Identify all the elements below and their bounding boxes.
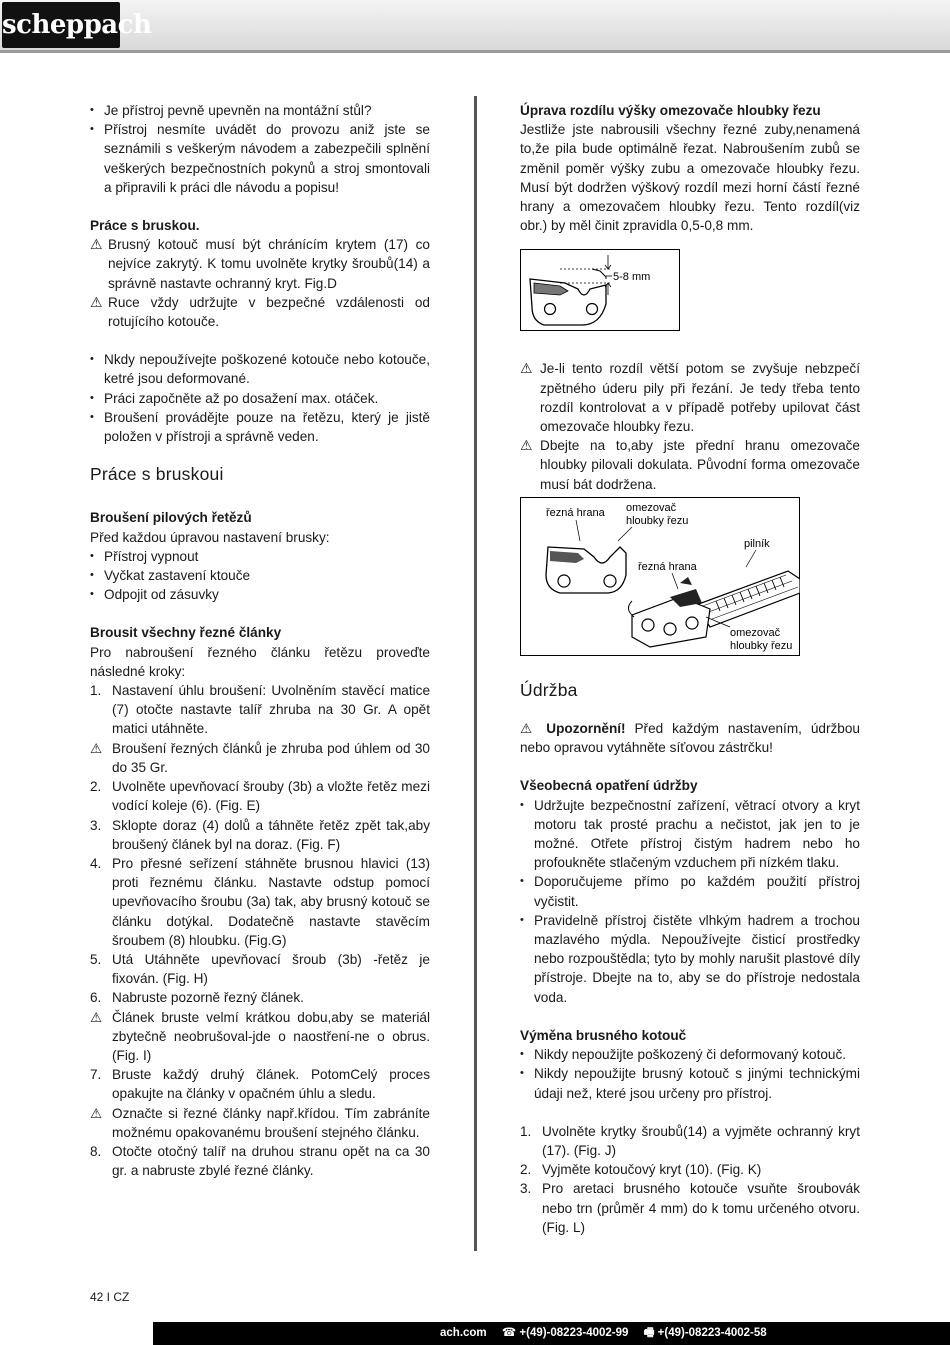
brousit-heading: Brousit všechny řezné články <box>90 625 282 641</box>
list-item: • Přístroj nesmíte uvádět do provozu aniž jste se seznámili s veškerým návodem a zabezpečili splnění veškerých bezpečnostních pokynů a stroj smontovali a připravili k práci dle návodu a popisu! <box>90 120 430 197</box>
list-item: • Přístroj vypnout <box>90 547 430 566</box>
label-omezovac: omezovač <box>626 501 677 514</box>
list-item: • Odpojit od zásuvky <box>90 585 430 604</box>
filing-figure <box>520 497 860 657</box>
warning-icon: ⚠ <box>520 721 547 737</box>
brouseni-bullets <box>90 547 430 605</box>
step-item: ⚠ Broušení řezných článků je zhruba pod úhlem od 30 do 35 Gr. <box>90 740 430 775</box>
list-item: • Nikdy nepoužijte brusný kotouč s jinými technickými údaji než, které jsou určeny pro přístroj. <box>520 1064 860 1102</box>
prace-heading: Práce s bruskou. <box>90 218 200 234</box>
opatreni-bullets <box>520 796 860 1007</box>
uprava-heading: Úprava rozdílu výšky omezovače hloubky řezu <box>520 103 821 118</box>
intro-bullets <box>90 101 430 197</box>
warning-icon: ⚠ <box>90 293 103 310</box>
vymena-heading: Výměna brusného kotouč <box>520 1027 687 1043</box>
footer-contact <box>440 1322 779 1345</box>
brouseni-heading: Broušení pilových řetězů <box>90 510 252 526</box>
step-item: 2. Uvolněte upevňovací šrouby (3b) a vložte řetěz mezi vodící koleje (6). (Fig. E) <box>90 779 430 814</box>
step-item: 6. Nabruste pozorně řezný článek. <box>90 990 304 1006</box>
step-item: 2. Vyjměte kotoučový kryt (10). (Fig. K) <box>520 1162 762 1178</box>
warning-icon: ⚠ <box>90 1105 103 1121</box>
step-item: 5. Utá Utáhněte upevňovací šroub (3b) -řetěz je fixován. (Fig. H) <box>90 951 430 987</box>
udrzba-title: Údržba <box>520 679 578 700</box>
opatreni-heading: Všeobecná opatření údržby <box>520 778 698 794</box>
label-omezovac: omezovač <box>730 626 781 639</box>
section-title: Práce s bruskoui <box>90 464 224 485</box>
step-item: ⚠ Článek bruste velmí krátkou dobu,aby se materiál zbytečně neobrušoval-jde o naostření-ne o obrus. (Fig. I) <box>90 1009 430 1063</box>
label-omezovac: hloubky řezu <box>626 514 689 527</box>
warning-text: Brusný kotouč musí být chránícím krytem (17) co nejvíce zakrytý. K tomu uvolněte krytky šroubů(14) a správně nastavte ochranný kryt. Fig.D <box>108 237 430 291</box>
step-item: 3. Sklopte doraz (4) dolů a táhněte řetěz zpět tak,aby broušený článek byl na doraz. (Fig. F) <box>90 817 430 852</box>
safety-bullets <box>90 350 430 446</box>
list-item: • Nikdy nepoužijte poškozený či deformovaný kotouč. <box>520 1045 860 1064</box>
depth-gauge-figure <box>520 249 860 331</box>
warning-item <box>520 436 860 494</box>
upozorneni-text: Před každým nastavením, údržbou nebo opravou vytáhněte síťovou zástrčku! <box>520 721 860 756</box>
list-item: • Broušení provádějte pouze na řetězu, který je jistě položen v přístroji a správně veden. <box>90 408 430 446</box>
warning-icon: ⚠ <box>90 740 103 756</box>
list-item: • Práci započněte až po dosažení max. otáček. <box>90 389 430 408</box>
list-item: • Nkdy nepoužívejte poškozené kotouče nebo kotouče, ketré jsou deformované. <box>90 350 430 388</box>
footer-white-block <box>0 1322 153 1345</box>
brousit-intro: Pro nabroušení řezného článku řetězu proveďte následné kroky: <box>90 644 430 679</box>
chain-tooth-drawing <box>520 249 680 331</box>
warning-item <box>90 293 430 331</box>
header-divider <box>0 50 950 53</box>
warning-icon: ⚠ <box>520 360 533 377</box>
left-column <box>90 101 430 1180</box>
step-item: 8. Otočte otočný talíř na druhou stranu opět na ca 30 gr. a nabruste zbylé řezné články. <box>90 1143 430 1179</box>
warning-text: Ruce vždy udržujte v bezpečné vzdálenosti od rotujícího kotouče. <box>108 294 430 330</box>
depth-label: 5-8 mm <box>613 271 651 284</box>
label-rezna-hrana: řezná hrana <box>546 506 605 519</box>
vymena-bullets <box>520 1045 860 1103</box>
label-omezovac: hloubky řezu <box>730 639 793 652</box>
list-item: • Pravidelně přístroj čistěte vlhkým hadrem a trochou mazlavého mýdla. Nepoužívejte čisticí prostředky nebo rozpouštědla; tyto by mohly narušit plastové díly přístroje. Dbejte na to, aby se do přístroje nedostala voda. <box>520 911 860 1007</box>
step-item: ⚠ Označte si řezné články např.křídou. Tím zabráníte možnému opakovanému broušení stejného článku. <box>90 1105 430 1140</box>
warning-icon: ⚠ <box>90 1009 103 1025</box>
warning-item <box>520 359 860 436</box>
page-number: 42 I CZ <box>90 1290 130 1304</box>
warning-icon: ⚠ <box>520 437 533 454</box>
step-item: 7. Bruste každý druhý článek. PotomCelý proces opakujte na články v opačném úhlu a sledu. <box>90 1067 430 1102</box>
upozorneni-label: Upozornění! <box>546 721 626 737</box>
column-divider <box>474 96 477 1251</box>
uprava-text: Jestliže jste nabrousili všechny řezné zuby,nenamená to,že pila bude optimálně řezat. Nabroušením zubů se změnil poměr výšky zubu a omezovače hloubky řezu. Musí být dodržen výškový rozdíl mezi horní částí řezné hrany a omezovačem hloubky řezu. Tento rozdíl(viz obr.) by měl činit zpravidla 0,5-0,8 mm. <box>520 122 860 234</box>
chain-filing-drawing <box>520 497 800 657</box>
list-item: • Doporučujeme přímo po každém použití přístroj vyčistit. <box>520 872 860 910</box>
scheppach-logo: scheppach <box>2 2 120 48</box>
step-item: 1. Uvolněte krytky šroubů(14) a vyjměte ochranný kryt (17). (Fig. J) <box>520 1123 860 1158</box>
right-column <box>520 101 860 1237</box>
list-item: • Vyčkat zastavení ktouče <box>90 566 430 585</box>
label-rezna-hrana: řezná hrana <box>638 560 697 573</box>
brouseni-intro: Před každou úpravou nastavení brusky: <box>90 529 330 545</box>
upozorneni-note <box>520 719 860 757</box>
warning-icon: ⚠ <box>90 236 103 253</box>
warning-text: Dbejte na to,aby jste přední hranu omezovače hloubky pilovali dokulata. Původní forma omezovače musí bát dodržena. <box>540 438 860 492</box>
warning-item <box>90 235 430 293</box>
label-pilnik: pilník <box>744 537 770 550</box>
step-item: 3. Pro aretaci brusného kotouče vsuňte šroubovák nebo trn (průměr 4 mm) do k tomu určeného otvoru.(Fig. L) <box>520 1181 860 1235</box>
warning-text: Je-li tento rozdíl větší potom se zvyšuje nebzpečí zpětného úderu pily při řezání. Je tedy třeba tento rozdíl kontrolovat a v případě potřeby upilovat část omezovače hloubky řezu. <box>540 361 860 435</box>
footer-web: ach.com <box>440 1327 487 1339</box>
vymena-steps <box>520 1122 860 1237</box>
steps-list <box>90 681 430 1180</box>
step-item: 1. Nastavení úhlu broušení: Uvolněním stavěcí matice (7) otočte nastavte talíř zhruba na 30 Gr. A opět matici utáhněte. <box>90 683 430 737</box>
footer-phone: ☎ +(49)-08223-4002-99 <box>501 1327 629 1339</box>
list-item: • Je přístroj pevně upevněn na montážní stůl? <box>90 101 430 120</box>
list-item: • Udržujte bezpečnostní zařízení, větrací otvory a kryt motoru tak prosté prachu a nečistot, jak jen to je možné. Otřete přístroj čistým hadrem nebo ho profoukněte stlačeným vzduchem při nízkém tlaku. <box>520 796 860 873</box>
step-item: 4. Pro přesné seřízení stáhněte brusnou hlavici (13) proti řeznému článku. Nastavte odstup pomocí upevňovacího šroubu (3a) tak, aby brusný kotouč se článku dotýkal. Dodatečně nastavte stavěcím šroubem (8) hloubku. (Fig.G) <box>90 855 430 948</box>
footer-fax: 🖷 +(49)-08223-4002-58 <box>643 1327 767 1339</box>
